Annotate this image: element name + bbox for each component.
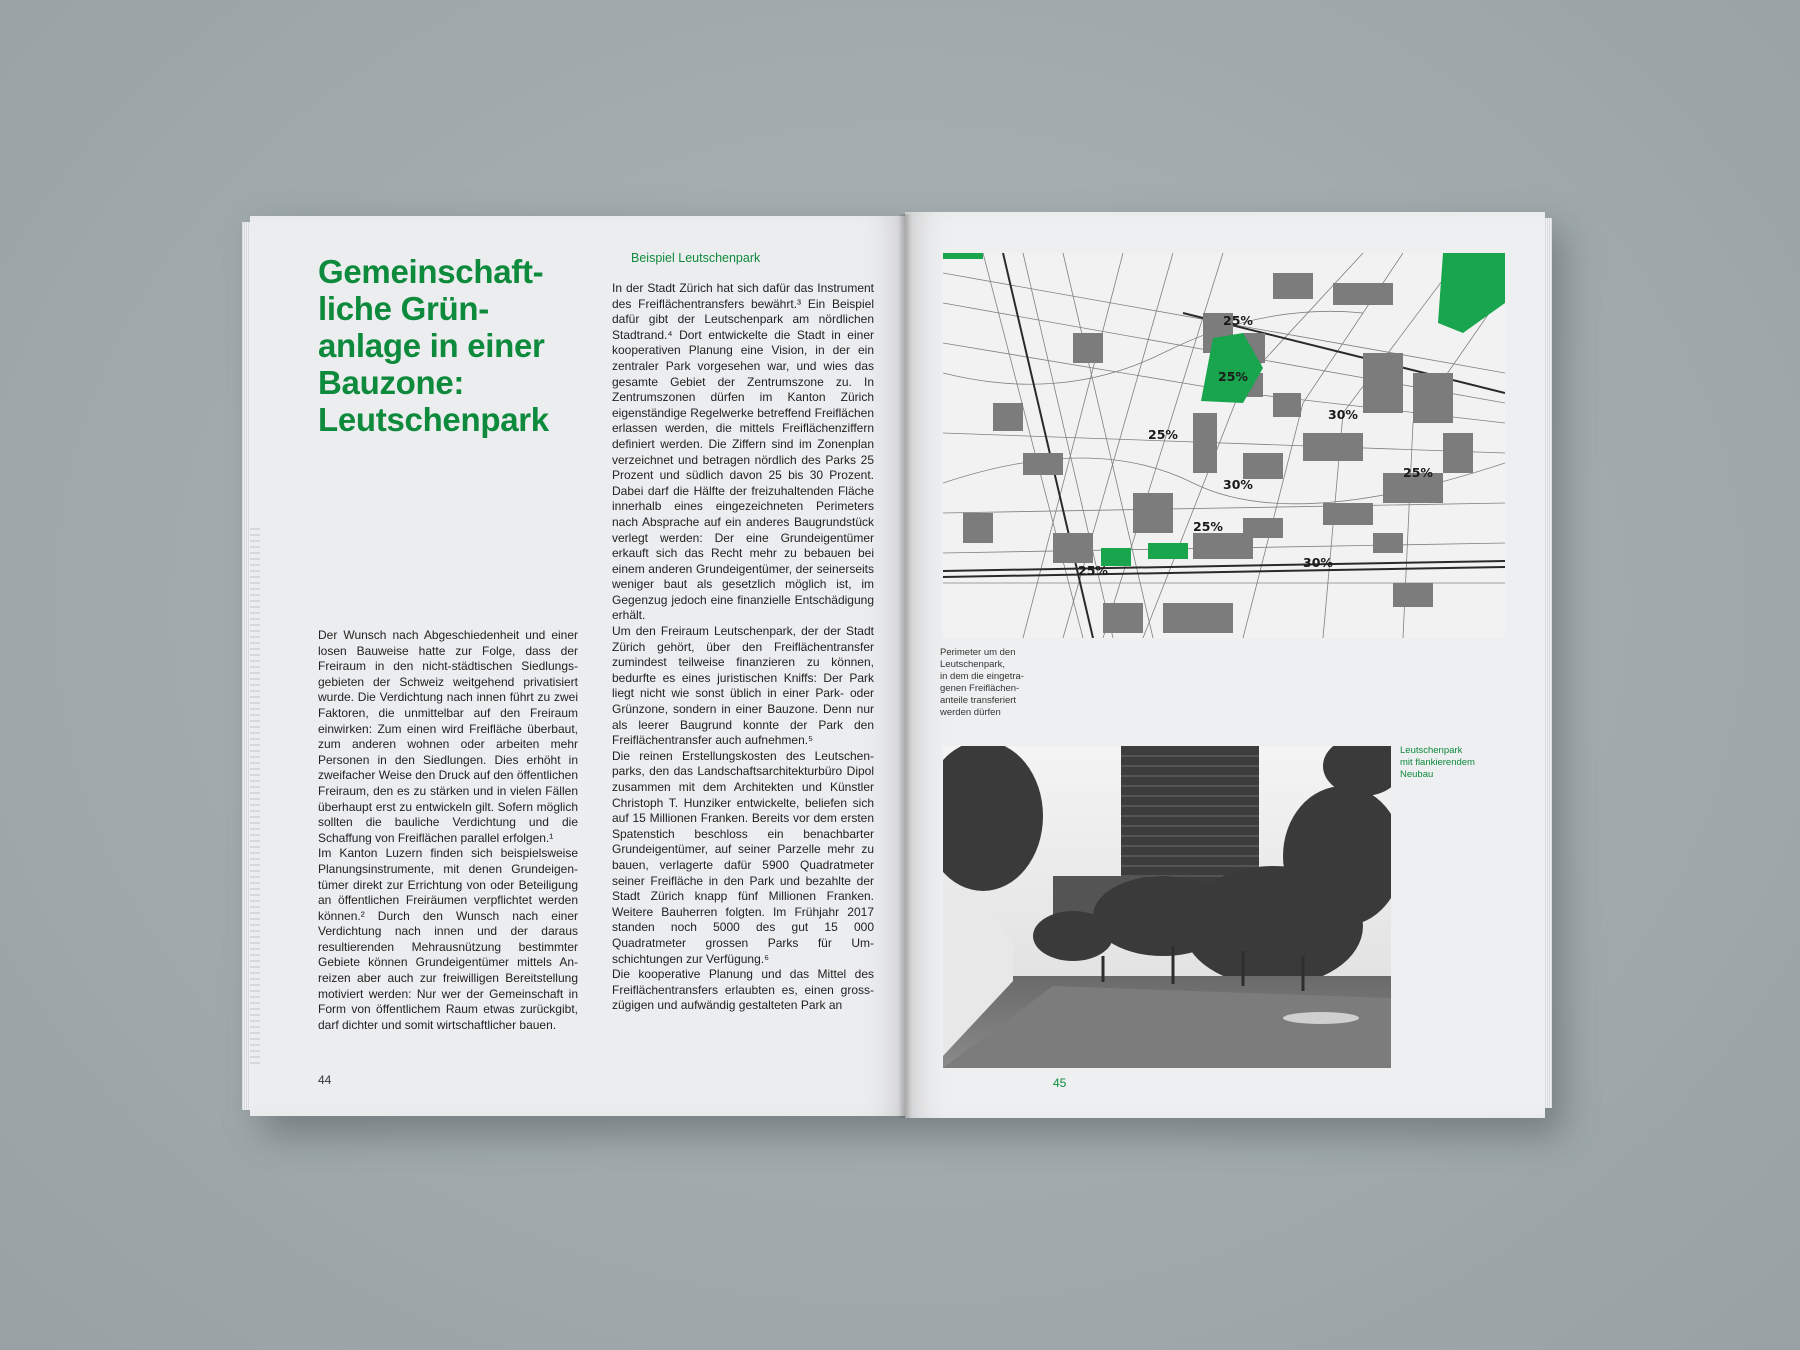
- headline-line: Leutschenpark: [318, 401, 549, 438]
- caption-line: mit flankierendem: [1400, 757, 1475, 768]
- headline-line: Gemeinschaft-: [318, 253, 544, 290]
- section-label: Beispiel Leutschenpark: [631, 251, 761, 265]
- caption-line: anteile transferiert: [940, 695, 1017, 706]
- paragraph: Die reinen Erstellungskosten des Leutschenparks, den das Landschaftsarchitekturbüro Dipol zusammen mit dem Architekten und Künstler Christoph T. Hunziker entwickelte, beliefen sich auf 15 Millionen Franken. Bereits vor dem ersten Spatenstich beschloss ein benachbarter Grundeigentümer, auf seiner Parzelle mehr zu bauen, verlagerte dafür 5900 Quadratmeter seiner Freifläche in den Park und bezahlte der Stadt Zürich knapp fünf Millionen Franken. Weitere Bauherren folgten. Im Frühjahr 2017 standen noch 5000 des gut 15 000 Quadratmeter grossen Parks für Umschichtungen zur Verfügung.⁶: [612, 748, 874, 966]
- article-headline: [318, 253, 588, 438]
- right-text-column: [612, 281, 874, 1014]
- paragraph: Im Kanton Luzern finden sich beispielsweise Planungsinstrumente, mit denen Grundeigentümer direkt zur Errichtung von oder Beteiligung an öffentlichen Freiräumen verpflichtet werden können.² Durch den Wunsch nach einer Verdichtung nach innen und der daraus resultierenden Mehrausnützung bestimmter Gebiete können Grundeigentümer mittels Anreizen aber auch zur freiwilligen Bereitstellung motiviert werden: Nur wer der Gemeinschaft in Form von öffentlichem Raum etwas zurückgibt, darf dichter und somit wirtschaftlicher bauen.: [318, 846, 578, 1032]
- page-edge-pattern: [250, 524, 260, 1064]
- map-label: 25%: [1403, 465, 1433, 480]
- caption-line: Leutschenpark: [1400, 745, 1463, 756]
- paragraph: Die kooperative Planung und das Mittel des Freiflächentransfers erlaubten es, einen grosszügigen und aufwändig gestalteten Park an: [612, 967, 874, 1013]
- left-text-column: [318, 628, 578, 1033]
- caption-line: Leutschenpark,: [940, 659, 1005, 670]
- headline-line: anlage in einer: [318, 327, 545, 364]
- caption-line: Neubau: [1400, 769, 1434, 780]
- caption-line: in dem die eingetra-: [940, 671, 1024, 682]
- paragraph: Der Wunsch nach Abgeschiedenheit und einer losen Bauweise hatte zur Folge, dass der Freiraum in den nicht-städtischen Siedlungsgebieten der Schweiz weitgehend privatisiert wurde. Die Verdichtung nach innen führt zu zwei Faktoren, die unmittelbar auf den Freiraum einwirken: Zum einen wird Freifläche überbaut, zum anderen wohnen oder arbeiten mehr Personen in den Siedlungen. Dies erhöht in zweifacher Weise den Druck auf den öffentlichen Freiraum, den es zu stärken und in vielen Fällen überhaupt erst zu entwickeln gilt. Sofern möglich sollten die bauliche Verdichtung und die Schaffung von Freiflächen parallel erfolgen.¹: [318, 628, 578, 845]
- page-number-left: 44: [318, 1073, 332, 1087]
- paragraph: Um den Freiraum Leutschenpark, der der Stadt Zürich gehört, über den Freiflächentransfer zumindest teilweise finanzieren zu können, bedurfte es eines juristischen Kniffs: Der Park liegt nicht wie sonst üblich in einer Park- oder Grünzone, sondern in einer Bauzone. Denn nur als leerer Baugrund konnte der Park den Freiflächentransfer auch aufnehmen.⁵: [612, 624, 874, 748]
- page-stack-right: [1545, 218, 1552, 1108]
- page-number-right: 45: [1053, 1076, 1067, 1090]
- map-label: 30%: [1303, 555, 1333, 570]
- map-label: 25%: [1223, 313, 1253, 328]
- caption-line: genen Freiflächen-: [940, 683, 1020, 694]
- map-label: 25%: [1078, 563, 1108, 578]
- paragraph: In der Stadt Zürich hat sich dafür das Instrument des Freiflächentransfers bewährt.³ Ein Beispiel dafür gibt der Leutschenpark am nördlichen Stadtrand.⁴ Dort entwickelte die Stadt in einer kooperativen Planung eine Vision, in der ein zentraler Park vorgesehen war, und wies das gesamte Gebiet der Zentrumszone zu. In Zentrumszonen dürfen im Kanton Zürich eigenständige Regelwerke betreffend Freiflächen erlassen werden, die mittels Freiflächenziffern definiert werden. Die Ziffern sind im Zonenplan verzeichnet und betragen nördlich des Parks 25 Prozent und südlich davon 25 bis 30 Prozent. Dabei darf die Hälfte der freizuhaltenden Fläche innerhalb eines eingezeichneten Perimeters nach Absprache auf ein anderes Baugrundstück verlegt werden: Der eine Grundeigentümer erkauft sich das Recht mehr zu bebauen bei einem anderen Grundeigentümer, der seinerseits weniger baut als gesetzlich möglich ist, im Gegenzug jedoch eine finanzielle Entschädigung erhält.: [612, 281, 874, 623]
- spine-gutter: [898, 214, 912, 1118]
- map-caption: [940, 647, 1050, 719]
- headline-line: Bauzone:: [318, 364, 465, 401]
- map-label: 25%: [1193, 519, 1223, 534]
- photo-caption: [1400, 745, 1490, 781]
- caption-line: Perimeter um den: [940, 647, 1016, 658]
- map-label: 25%: [1218, 369, 1248, 384]
- caption-line: werden dürfen: [940, 707, 1001, 718]
- page-stack-left: [242, 222, 250, 1110]
- map-label: 30%: [1223, 477, 1253, 492]
- map-label: 30%: [1328, 407, 1358, 422]
- zoning-map: [943, 253, 1505, 638]
- map-label: 25%: [1148, 427, 1178, 442]
- park-photo: [943, 746, 1391, 1068]
- headline-line: liche Grün-: [318, 290, 489, 327]
